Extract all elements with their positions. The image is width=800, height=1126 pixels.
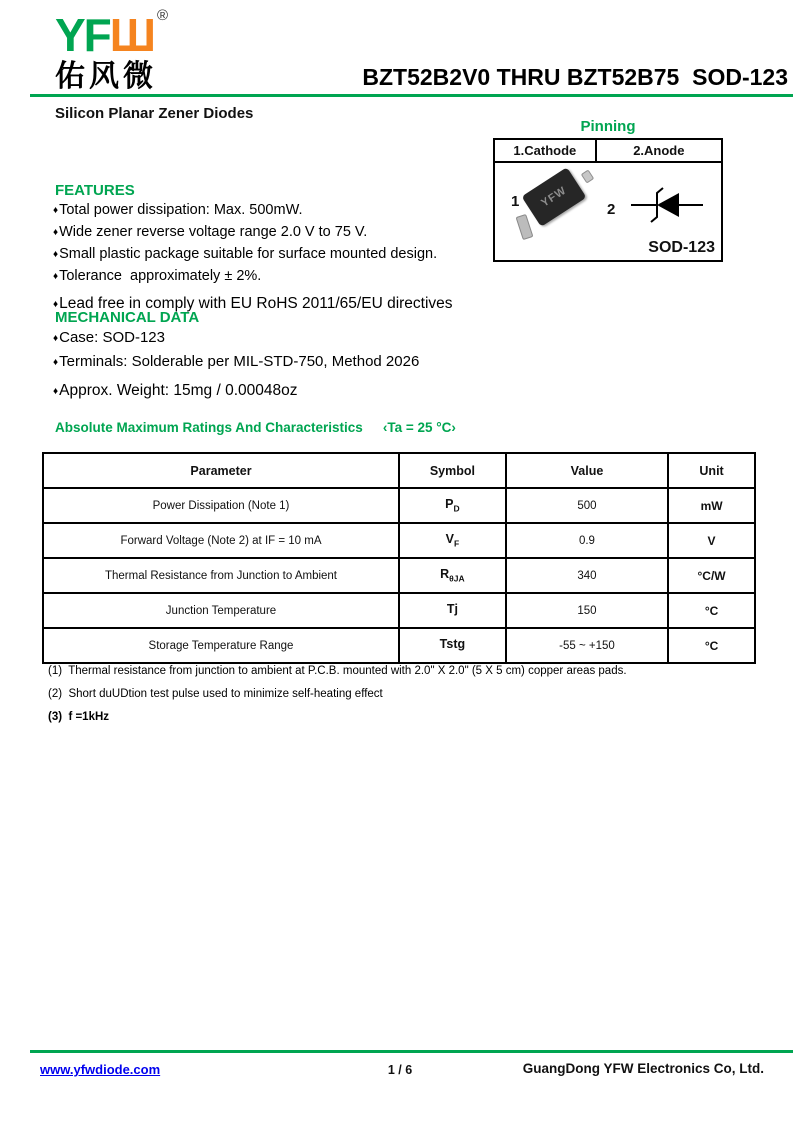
table-row xyxy=(43,558,755,593)
diamond-bullet-icon: ♦ xyxy=(53,386,59,397)
pinning-box xyxy=(493,138,723,262)
cell-value: -55 ~ +150 xyxy=(506,628,668,663)
note-1: (1) Thermal resistance from junction to ambient at P.C.B. mounted with 2.0" X 2.0" (5 X 5 cm) copper areas pads. xyxy=(48,665,627,677)
list-item xyxy=(53,200,453,222)
pinning-diagram xyxy=(495,163,721,260)
column-header-parameter: Parameter xyxy=(43,453,399,488)
document-subtitle: Silicon Planar Zener Diodes xyxy=(55,105,254,122)
pin-number-2: 2 xyxy=(607,201,616,218)
company-logo xyxy=(55,7,167,93)
cell-unit: mW xyxy=(668,488,755,523)
pinning-header-row xyxy=(495,140,721,163)
diamond-bullet-icon: ♦ xyxy=(53,205,59,216)
column-header-value: Value xyxy=(506,453,668,488)
list-item xyxy=(53,327,419,351)
logo-yf-text: YF xyxy=(55,9,110,61)
registered-trademark-icon: ® xyxy=(157,7,167,24)
cell-parameter: Junction Temperature xyxy=(43,593,399,628)
cell-symbol: $V_F$ xyxy=(399,523,506,558)
cell-unit: V xyxy=(668,523,755,558)
mechanical-data-heading: MECHANICAL DATA xyxy=(55,309,200,326)
footer-divider xyxy=(30,1050,793,1053)
cell-symbol: Tstg xyxy=(399,628,506,663)
document-title: BZT52B2V0 THRU BZT52B75 SOD-123 xyxy=(362,64,788,90)
website-link[interactable]: www.yfwdiode.com xyxy=(40,1062,161,1077)
diamond-bullet-icon: ♦ xyxy=(53,333,59,344)
cell-unit: °C xyxy=(668,593,755,628)
table-notes xyxy=(48,665,627,734)
sod123-package-photo xyxy=(522,167,587,227)
table-row xyxy=(43,628,755,663)
note-2: (2) Short duUDtion test pulse used to minimize self-heating effect xyxy=(48,688,383,700)
package-lead-1 xyxy=(516,214,534,240)
pin-number-1: 1 xyxy=(511,193,520,210)
list-item xyxy=(53,244,453,266)
cell-parameter: Storage Temperature Range xyxy=(43,628,399,663)
pin2-anode-label: 2.Anode xyxy=(633,143,685,158)
ratings-section-heading xyxy=(55,420,456,435)
table-row xyxy=(43,488,755,523)
ratings-heading-text: Absolute Maximum Ratings And Characteristics xyxy=(55,420,363,435)
mechanical-text: Terminals: Solderable per MIL-STD-750, Method 2026 xyxy=(59,353,420,370)
cell-parameter: Power Dissipation (Note 1) xyxy=(43,488,399,523)
cell-unit: °C/W xyxy=(668,558,755,593)
package-name-label: SOD-123 xyxy=(648,239,715,256)
diamond-bullet-icon: ♦ xyxy=(53,299,59,310)
features-heading: FEATURES xyxy=(55,182,135,199)
table-header-row xyxy=(43,453,755,488)
pin1-cathode-label: 1.Cathode xyxy=(495,140,597,161)
cell-parameter: Thermal Resistance from Junction to Ambient xyxy=(43,558,399,593)
note-3: (3) f =1kHz xyxy=(48,711,110,723)
logo-chinese-name: 佑风微 xyxy=(55,60,157,93)
list-item xyxy=(53,222,453,244)
diamond-bullet-icon: ♦ xyxy=(53,357,59,368)
zener-diode-symbol-icon xyxy=(627,183,707,227)
diamond-bullet-icon: ♦ xyxy=(53,227,59,238)
pinning-title: Pinning xyxy=(580,118,636,135)
feature-text: Small plastic package suitable for surface mounted design. xyxy=(59,246,438,262)
column-header-symbol: Symbol xyxy=(399,453,506,488)
logo-w-glyph: Ш xyxy=(109,9,155,61)
feature-text: Total power dissipation: Max. 500mW. xyxy=(59,202,303,218)
table-row xyxy=(43,523,755,558)
features-list xyxy=(53,200,453,316)
cell-symbol: $R_{\theta JA}$ xyxy=(399,558,506,593)
list-item xyxy=(53,266,453,288)
list-item xyxy=(53,351,419,375)
mechanical-text: Case: SOD-123 xyxy=(59,329,165,346)
cell-unit: °C xyxy=(668,628,755,663)
ratings-condition: ‹Ta = 25 °C› xyxy=(382,420,456,435)
company-name: GuangDong YFW Electronics Co, Ltd. xyxy=(522,1061,764,1076)
feature-text: Tolerance approximately ± 2%. xyxy=(59,268,262,284)
cell-parameter: Forward Voltage (Note 2) at IF = 10 mA xyxy=(43,523,399,558)
ratings-table xyxy=(42,452,756,664)
page-number: 1 / 6 xyxy=(387,1063,413,1077)
cell-value: 500 xyxy=(506,488,668,523)
mechanical-text: Approx. Weight: 15mg / 0.00048oz xyxy=(59,382,298,399)
feature-text: Wide zener reverse voltage range 2.0 V to 75 V. xyxy=(59,224,368,240)
package-lead-2 xyxy=(581,169,595,183)
feature-text: Lead free in comply with EU RoHS 2011/65/EU directives xyxy=(59,295,453,312)
diamond-bullet-icon: ♦ xyxy=(53,271,59,282)
cell-symbol: Tj xyxy=(399,593,506,628)
cell-value: 0.9 xyxy=(506,523,668,558)
cell-symbol: $P_D$ xyxy=(399,488,506,523)
cell-value: 150 xyxy=(506,593,668,628)
package-marking-text: YFW xyxy=(539,184,569,210)
cell-value: 340 xyxy=(506,558,668,593)
table-row xyxy=(43,593,755,628)
logo-wordmark xyxy=(55,7,167,61)
column-header-unit: Unit xyxy=(668,453,755,488)
list-item xyxy=(53,380,419,404)
diamond-bullet-icon: ♦ xyxy=(53,249,59,260)
mechanical-data-list xyxy=(53,327,419,404)
header-divider xyxy=(30,94,793,97)
